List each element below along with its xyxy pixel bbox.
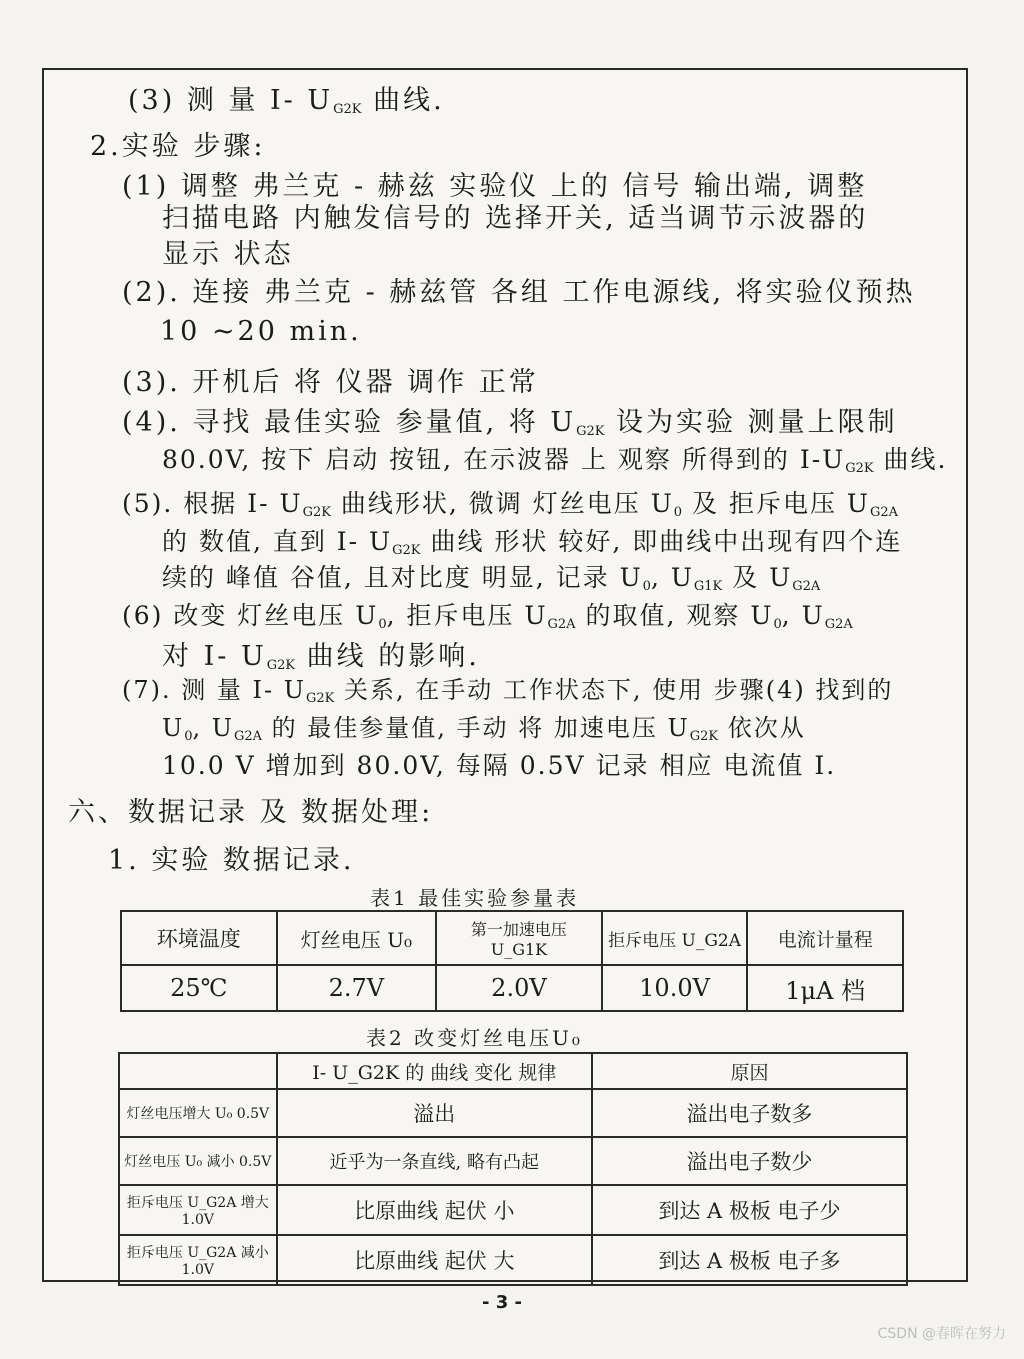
text-line: (3). 开机后 将 仪器 调作 正常 xyxy=(122,367,539,398)
text-line: (2). 连接 弗兰克 - 赫兹管 各组 工作电源线, 将实验仪预热 xyxy=(122,277,916,308)
table2-cell: 到达 A 极板 电子少 xyxy=(592,1185,907,1235)
text-line: (5). 根据 I- $U_{G2K}$ 曲线形状, 微调 灯丝电压 $U_0$ 及 拒斥电压 $U_{G2A}$ xyxy=(122,489,899,520)
table2-cell: 溢出电子数多 xyxy=(592,1089,907,1137)
table1-cell: 10.0V xyxy=(602,965,748,1011)
text-line: (6) 改变 灯丝电压 $U_0$, 拒斥电压 $U_{G2A}$ 的取值, 观察 $U_0$, $U_{G2A}$ xyxy=(122,601,853,632)
table2-cell: 到达 A 极板 电子多 xyxy=(592,1235,907,1285)
table1-cell: 2.0V xyxy=(436,965,602,1011)
text-line: (3) 测 量 I- $U_{G2K}$ 曲线. xyxy=(128,85,445,117)
table2-row-label: 灯丝电压增大 U₀ 0.5V xyxy=(119,1089,277,1137)
table1-header-cell: 第一加速电压 U_G1K xyxy=(436,911,602,965)
table2-row-label: 灯丝电压 U₀ 减小 0.5V xyxy=(119,1137,277,1185)
text-line: (4). 寻找 最佳实验 参量值, 将 $U_{G2K}$ 设为实验 测量上限制 xyxy=(122,407,898,439)
text-line: 10.0 V 增加到 80.0V, 每隔 0.5V 记录 相应 电流值 I. xyxy=(162,751,837,780)
table1 xyxy=(120,910,904,1012)
table2-cell: 溢出 xyxy=(277,1089,592,1137)
table1-header-cell: 电流计量程 xyxy=(747,911,903,965)
text-line: 80.0V, 按下 启动 按钮, 在示波器 上 观察 所得到的 $I-U_{G2K}$ 曲线. xyxy=(162,445,948,476)
subsection-heading: 1. 实验 数据记录. xyxy=(108,845,355,876)
table1-header-row xyxy=(121,911,903,965)
table2-row xyxy=(119,1089,907,1137)
text-line: 续的 峰值 谷值, 且对比度 明显, 记录 $U_0$, $U_{G1K}$ 及 $U_{G2A}$ xyxy=(162,563,821,594)
table2-row-label: 拒斥电压 U_G2A 减小 1.0V xyxy=(119,1235,277,1285)
table2-cell: 比原曲线 起伏 大 xyxy=(277,1235,592,1285)
table2-row xyxy=(119,1185,907,1235)
table2-cell: 近乎为一条直线, 略有凸起 xyxy=(277,1137,592,1185)
text-line: 10 ~20 min. xyxy=(160,316,362,347)
table2-header-cell xyxy=(119,1053,277,1089)
table2-header-cell: 原因 xyxy=(592,1053,907,1089)
table2-header-row xyxy=(119,1053,907,1089)
section-heading: 2.实验 步骤: xyxy=(90,131,266,162)
text-line: 对 I- $U_{G2K}$ 曲线 的影响. xyxy=(162,641,480,673)
table2-caption: 表2 改变灯丝电压U₀ xyxy=(366,1026,583,1050)
table2-row xyxy=(119,1235,907,1285)
text-line: 扫描电路 内触发信号的 选择开关, 适当调节示波器的 xyxy=(162,203,869,234)
watermark: CSDN @春晖在努力 xyxy=(877,1326,1006,1342)
table2 xyxy=(118,1052,908,1286)
table1-header-cell: 拒斥电压 U_G2A xyxy=(602,911,748,965)
table1-value-row xyxy=(121,965,903,1011)
table1-header-cell: 环境温度 xyxy=(121,911,277,965)
text-line: (1) 调整 弗兰克 - 赫兹 实验仪 上的 信号 输出端, 调整 xyxy=(122,171,868,202)
table2-header-cell: I- U_G2K 的 曲线 变化 规律 xyxy=(277,1053,592,1089)
table1-cell: 25℃ xyxy=(121,965,277,1011)
text-line: 的 数值, 直到 I- $U_{G2K}$ 曲线 形状 较好, 即曲线中出现有四个连 xyxy=(162,527,903,558)
page-number: - 3 - xyxy=(482,1292,522,1313)
text-line: (7). 测 量 I- $U_{G2K}$ 关系, 在手动 工作状态下, 使用 步骤(4) 找到的 xyxy=(122,676,894,706)
table1-caption: 表1 最佳实验参量表 xyxy=(370,886,580,910)
table2-cell: 溢出电子数少 xyxy=(592,1137,907,1185)
section-heading: 六、数据记录 及 数据处理: xyxy=(68,797,434,828)
text-line: 显示 状态 xyxy=(162,239,294,270)
table1-cell: 2.7V xyxy=(277,965,437,1011)
table1-header-cell: 灯丝电压 U₀ xyxy=(277,911,437,965)
table2-row xyxy=(119,1137,907,1185)
text-line: $U_0$, $U_{G2A}$ 的 最佳参量值, 手动 将 加速电压 $U_{G2K}$ 依次从 xyxy=(162,714,806,744)
table2-row-label: 拒斥电压 U_G2A 增大 1.0V xyxy=(119,1185,277,1235)
table2-cell: 比原曲线 起伏 小 xyxy=(277,1185,592,1235)
table1-cell: 1μA 档 xyxy=(747,965,903,1011)
